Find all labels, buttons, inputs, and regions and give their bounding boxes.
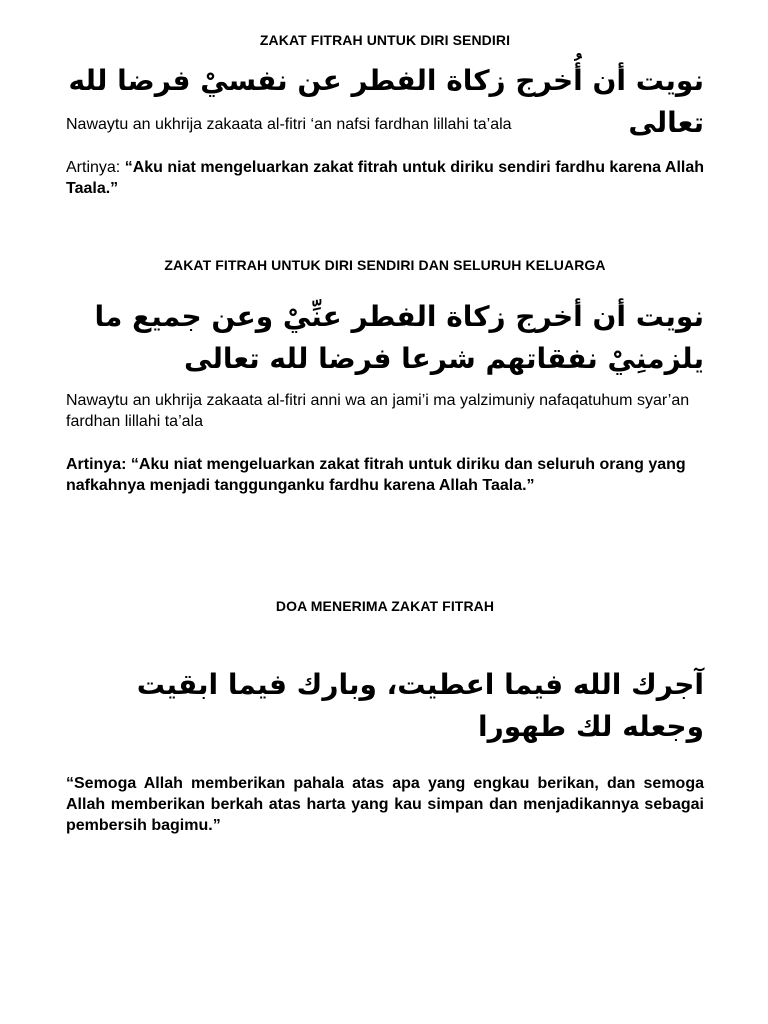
section-heading: DOA MENERIMA ZAKAT FITRAH [275,598,495,614]
meaning-paragraph [66,157,704,199]
arabic-doa: آجرك الله فيما اعطيت، وبارك فيما ابقيت وجعله لك طهورا [136,668,704,743]
section-heading: ZAKAT FITRAH UNTUK DIRI SENDIRI DAN SELURUH KELUARGA [164,257,606,273]
meaning-text: “Aku niat mengeluarkan zakat fitrah untuk diriku sendiri fardhu karena Allah Taala.” [66,159,705,197]
arabic-niat: نويت أن أُخرج زكاة الفطر عن نفسيْ فرضا لله تعالى [68,64,704,139]
meaning-label: Artinya: [66,456,131,473]
meaning-text: “Aku niat mengeluarkan zakat fitrah untuk diriku dan seluruh orang yang nafkahnya menjadi tanggunganku fardhu karena Allah Taala.” [66,456,686,494]
meaning-label: Artinya: [66,159,125,176]
meaning-paragraph [66,454,704,496]
transliteration: Nawaytu an ukhrija zakaata al-fitri ‘an nafsi fardhan lillahi ta’ala [66,116,512,133]
arabic-niat: نويت أن أخرج زكاة الفطر عنِّيْ وعن جميع ما يلزمنِيْ نفقاتهم شرعا فرضا لله تعالى [94,300,704,375]
transliteration: Nawaytu an ukhrija zakaata al-fitri anni wa an jami’i ma yalzimuniy nafaqatuhum syar’an fardhan lillahi ta’ala [66,392,690,430]
meaning-paragraph: “Semoga Allah memberikan pahala atas apa yang engkau berikan, dan semoga Allah memberikan berkah atas harta yang kau simpan dan menjadikannya sebagai pembersih bagimu.” [66,775,704,834]
section-heading: ZAKAT FITRAH UNTUK DIRI SENDIRI [259,32,511,48]
